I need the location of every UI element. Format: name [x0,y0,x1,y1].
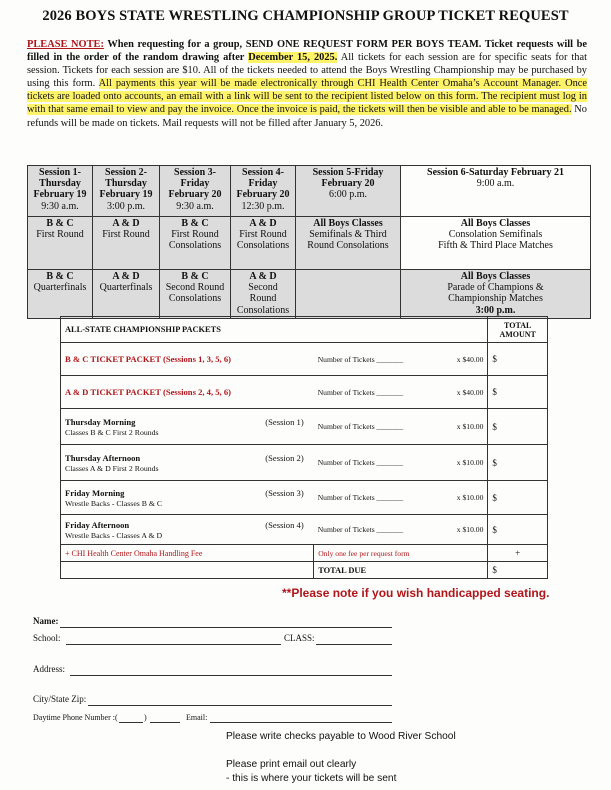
phone-area-code-field[interactable] [119,722,143,723]
session-4-header: Session 4- Friday February 20 12:30 p.m. [231,166,296,217]
name-field[interactable] [60,627,392,628]
notice-label: PLEASE NOTE: [27,39,104,50]
packets-header: ALL-STATE CHAMPIONSHIP PACKETS [61,317,314,343]
total-amount-header: TOTAL AMOUNT [488,317,548,343]
ticket-count-input[interactable]: Number of Tickets _______ [314,409,441,445]
session-schedule-table [27,165,591,319]
session-2-round-1: A & D First Round [93,217,160,270]
packet-price: x $40.00 [441,376,488,409]
session-row [61,481,548,515]
total-due-row [61,562,548,579]
form-title: 2026 BOYS STATE WRESTLING CHAMPIONSHIP GROUP TICKET REQUEST [42,8,569,24]
tickets-sent-note: - this is where your tickets will be sent [226,773,397,784]
address-field[interactable] [70,675,392,676]
notice-text-1: When requesting for a group, SEND ONE REQUEST FORM PER BOYS TEAM. Ticket requests will be filled in the order of the random drawing after [27,39,587,64]
ticket-count-input[interactable]: Number of Tickets _______ [314,445,441,481]
phone-label: Daytime Phone Number :( [33,713,118,722]
handling-fee-row [61,545,548,562]
session-6-afternoon-rounds: All Boys Classes Parade of Champions & Championship Matches 3:00 p.m. [401,270,591,319]
session-price: x $10.00 [441,515,488,545]
handicap-seating-note: **Please note if you wish handicapped seating. [282,586,550,600]
packet-bc-label: B & C TICKET PACKET (Sessions 1, 3, 5, 6) [65,354,232,364]
session-4-round-2: A & D Second Round Consolations [231,270,296,319]
session-4-round-1: A & D First Round Consolations [231,217,296,270]
session-6-header: Session 6-Saturday February 21 9:00 a.m. [401,166,591,217]
session-price: x $10.00 [441,481,488,515]
city-state-zip-label: City/State Zip: [33,694,87,704]
address-label: Address: [33,664,65,674]
session-3-round-2: B & C Second Round Consolations [160,270,231,319]
notice-text-3: No refunds will be made on tickets. Mail requests will not be filled after January 5, 2026. [27,104,587,129]
ticket-count-input[interactable]: Number of Tickets _______ [314,481,441,515]
ticket-packets-table [60,316,548,579]
session-number: (Session 2) [265,452,304,463]
notice-paragraph [27,38,587,130]
session-row [61,409,548,445]
session-row-subtitle: Wrestle Backs - Classes B & C [65,498,163,508]
session-number: (Session 3) [265,487,304,498]
ticket-count-input[interactable]: Number of Tickets _______ [314,343,441,376]
session-row-title: Friday Afternoon [65,519,130,530]
school-field[interactable] [66,644,281,645]
session-1-header: Session 1- Thursday February 19 9:30 a.m. [28,166,93,217]
handling-fee-label: + CHI Health Center Omaha Handling Fee [61,545,314,562]
total-amount-input[interactable]: $ [488,343,548,376]
total-amount-input[interactable]: $ [488,376,548,409]
notice-payment-highlight: All payments this year will be made electronically through CHI Health Center Omaha’s Account Manager. Once tickets are loaded onto accounts, an email with a link will be sent to the recipient listed below on this form. The recipient must log in with that same email to view and pay the invoice. Once the invoice is paid, the tickets will then be visible and able to be managed. [27,78,588,116]
total-amount-input[interactable]: $ [488,445,548,481]
city-state-zip-field[interactable] [88,705,392,706]
session-2-round-2: A & D Quarterfinals [93,270,160,319]
session-number: (Session 4) [265,519,304,530]
session-row-subtitle: Classes B & C First 2 Rounds [65,427,159,437]
print-email-note: Please print email out clearly [226,759,357,770]
school-label: School: [33,633,61,643]
session-row [61,515,548,545]
session-row-title: Friday Morning [65,487,125,498]
session-row-subtitle: Classes A & D First 2 Rounds [65,463,159,473]
handling-fee-note: Only one fee per request form [314,545,441,562]
total-due-label: TOTAL DUE [314,562,441,579]
session-5-header: Session 5-Friday February 20 6:00 p.m. [296,166,401,217]
session-row-title: Thursday Morning [65,416,136,427]
session-row-title: Thursday Afternoon [65,452,141,463]
session-6-morning-rounds: All Boys Classes Consolation Semifinals Fifth & Third Place Matches [401,217,591,270]
email-field[interactable] [210,722,392,723]
packet-row-bc [61,343,548,376]
class-field[interactable] [316,644,392,645]
session-5-empty [296,270,401,319]
phone-number-field[interactable] [150,722,180,723]
notice-text-2: All tickets for each session are for specific seats for that session. Tickets for each session are $10. All of the tickets needed to attend the Boys Wrestling Championship may be purchased by using this form. [27,52,587,90]
session-price: x $10.00 [441,445,488,481]
class-label: CLASS: [284,633,315,643]
session-number: (Session 1) [265,416,304,427]
session-row-subtitle: Wrestle Backs - Classes A & D [65,530,163,540]
ticket-count-input[interactable]: Number of Tickets _______ [314,376,441,409]
session-price: x $10.00 [441,409,488,445]
packet-ad-label: A & D TICKET PACKET (Sessions 2, 4, 5, 6) [65,387,232,397]
notice-deadline: December 15, 2025. [248,52,338,64]
email-label: Email: [186,713,208,722]
checks-payable-note: Please write checks payable to Wood River School [226,731,456,742]
phone-paren: ) [144,713,147,722]
session-1-round-1: B & C First Round [28,217,93,270]
session-1-round-2: B & C Quarterfinals [28,270,93,319]
session-3-header: Session 3- Friday February 20 9:30 a.m. [160,166,231,217]
total-amount-input[interactable]: $ [488,481,548,515]
packet-price: x $40.00 [441,343,488,376]
total-amount-input[interactable]: $ [488,409,548,445]
ticket-count-input[interactable]: Number of Tickets _______ [314,515,441,545]
name-label: Name: [33,616,59,626]
session-3-round-1: B & C First Round Consolations [160,217,231,270]
session-2-header: Session 2- Thursday February 19 3:00 p.m. [93,166,160,217]
session-row [61,445,548,481]
total-amount-input[interactable]: $ [488,515,548,545]
session-5-rounds: All Boys Classes Semifinals & Third Round Consolations [296,217,401,270]
packet-row-ad [61,376,548,409]
total-due-input[interactable]: $ [488,562,548,579]
handling-fee-total[interactable]: + [488,545,548,562]
